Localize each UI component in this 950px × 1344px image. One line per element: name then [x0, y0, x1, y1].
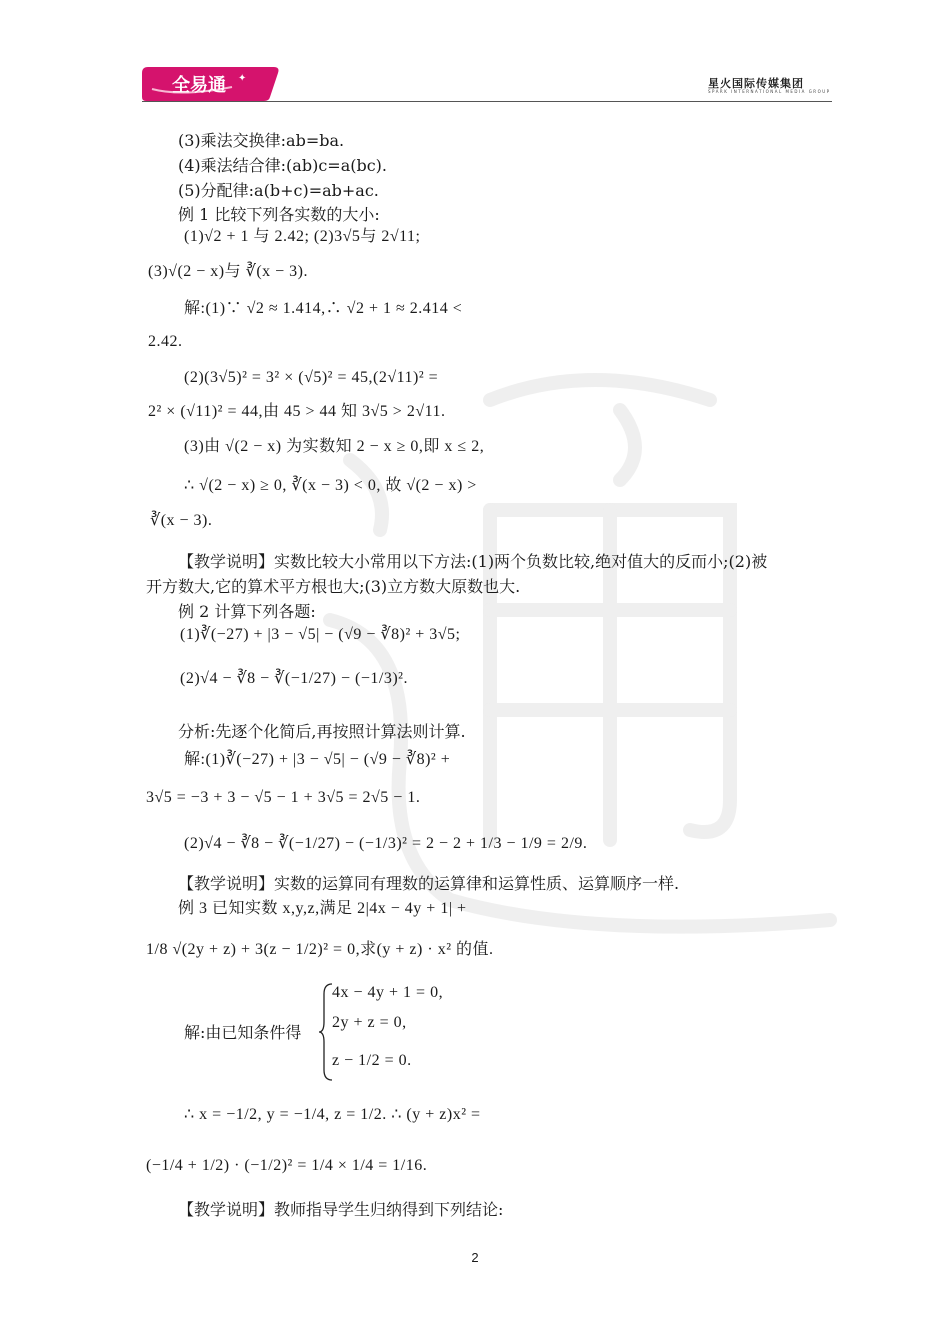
math-line: 3√5 = −3 + 3 − √5 − 1 + 3√5 = 2√5 − 1. — [146, 789, 421, 806]
math-line: ∛(x − 3). — [150, 512, 213, 529]
example-heading: 例 2 计算下列各题: — [178, 602, 316, 621]
math-line: (3)由 √(2 − x) 为实数知 2 − x ≥ 0,即 x ≤ 2, — [184, 438, 485, 455]
text-line: (3)乘法交换律:ab=ba. — [178, 131, 345, 150]
math-line: 2.42. — [148, 333, 183, 350]
page-number: 2 — [471, 1250, 479, 1265]
math-line: 2y + z = 0, — [332, 1014, 407, 1031]
teaching-note: 【教学说明】实数的运算同有理数的运算律和运算性质、运算顺序一样. — [178, 874, 680, 893]
math-line: (1)√2 + 1 与 2.42; (2)3√5与 2√11; — [184, 228, 421, 245]
math-line: ∴ x = −1/2, y = −1/4, z = 1/2. ∴ (y + z)x² = — [184, 1106, 481, 1123]
math-line: 解:(1)∛(−27) + |3 − √5| − (√9 − ∛8)² + — [184, 751, 451, 768]
svg-text:✦: ✦ — [238, 73, 247, 84]
math-line: 4x − 4y + 1 = 0, — [332, 984, 444, 1001]
math-line: (3)√(2 − x)与 ∛(x − 3). — [148, 263, 308, 280]
math-line: (2)√4 − ∛8 − ∛(−1/27) − (−1/3)² = 2 − 2 + 1/3 − 1/9 = 2/9. — [184, 835, 588, 852]
math-line: (−1/4 + 1/2) · (−1/2)² = 1/4 × 1/4 = 1/16. — [146, 1157, 428, 1174]
teaching-note: 【教学说明】教师指导学生归纳得到下列结论: — [178, 1200, 504, 1219]
math-line: 2² × (√11)² = 44,由 45 > 44 知 3√5 > 2√11. — [148, 403, 446, 420]
example-heading: 例 1 比较下列各实数的大小: — [178, 205, 380, 224]
brand-name: 星火国际传媒集团 — [708, 77, 804, 90]
example-heading: 例 3 已知实数 x,y,z,满足 2|4x − 4y + 1| + — [178, 900, 467, 917]
watermark-logo — [290, 340, 850, 960]
logo-text: 全易通 — [172, 75, 226, 96]
text-line: (5)分配律:a(b+c)=ab+ac. — [178, 181, 379, 200]
solution-label: 解:由已知条件得 — [184, 1023, 302, 1042]
text-line: (4)乘法结合律:(ab)c=a(bc). — [178, 156, 388, 175]
math-line: (2)√4 − ∛8 − ∛(−1/27) − (−1/3)². — [180, 670, 408, 687]
teaching-note: 开方数大,它的算术平方根也大;(3)立方数大原数也大. — [146, 577, 521, 596]
header-divider — [142, 101, 832, 102]
math-line: 1/8 √(2y + z) + 3(z − 1/2)² = 0,求(y + z) · x² 的值. — [146, 941, 494, 958]
math-line: (2)(3√5)² = 3² × (√5)² = 45,(2√11)² = — [184, 369, 439, 386]
math-line: (1)∛(−27) + |3 − √5| − (√9 − ∛8)² + 3√5; — [180, 626, 461, 643]
teaching-note: 【教学说明】实数比较大小常用以下方法:(1)两个负数比较,绝对值大的反而小;(2)被 — [178, 552, 768, 571]
brand-subtitle: SPARK INTERNATIONAL MEDIA GROUP — [708, 89, 831, 94]
math-line: 解:(1)∵ √2 ≈ 1.414,∴ √2 + 1 ≈ 2.414 < — [184, 300, 463, 317]
math-line: z − 1/2 = 0. — [332, 1052, 412, 1069]
math-line: ∴ √(2 − x) ≥ 0, ∛(x − 3) < 0, 故 √(2 − x) > — [184, 477, 477, 494]
analysis-line: 分析:先逐个化简后,再按照计算法则计算. — [178, 722, 466, 741]
logo — [142, 67, 280, 101]
